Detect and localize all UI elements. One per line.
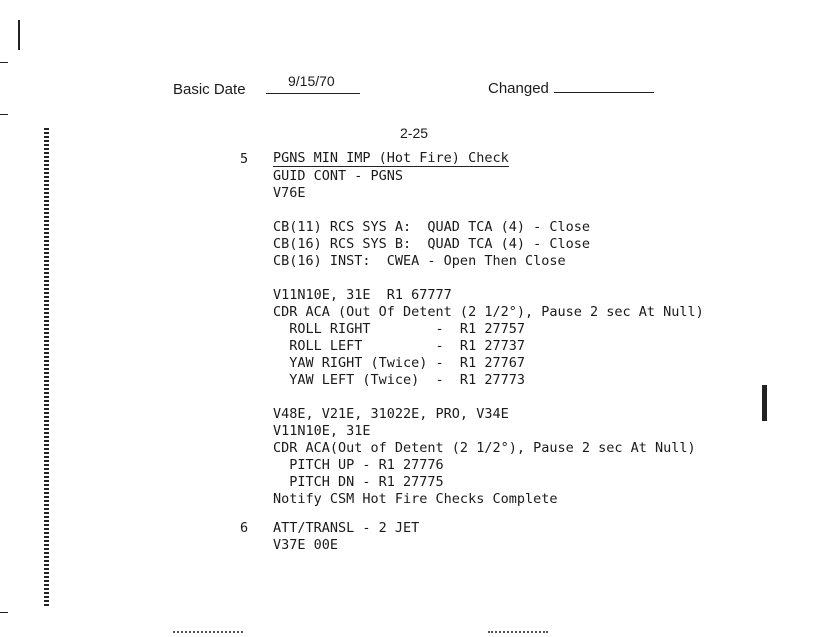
changed-line xyxy=(554,92,654,93)
step-number: 6 xyxy=(240,520,249,536)
margin-tick xyxy=(0,612,8,613)
step-line: CDR ACA (Out Of Detent (2 1/2°), Pause 2 sec At Null) xyxy=(273,304,704,320)
basic-date-line xyxy=(266,93,360,94)
step-title: PGNS MIN IMP (Hot Fire) Check xyxy=(273,150,509,166)
step-line: V11N10E, 31E R1 67777 xyxy=(273,287,452,303)
changed-label: Changed xyxy=(488,80,549,97)
margin-bar xyxy=(18,20,20,50)
step-line: ROLL LEFT - R1 27737 xyxy=(273,338,525,354)
step-line: YAW LEFT (Twice) - R1 27773 xyxy=(273,372,525,388)
step-line xyxy=(273,270,704,287)
step-line: CB(11) RCS SYS A: QUAD TCA (4) - Close xyxy=(273,219,590,235)
step-line xyxy=(273,202,704,219)
step-line: CB(16) RCS SYS B: QUAD TCA (4) - Close xyxy=(273,236,590,252)
step-line: ROLL RIGHT - R1 27757 xyxy=(273,321,525,337)
change-bar xyxy=(762,385,767,421)
step-line: PITCH UP - R1 27776 xyxy=(273,457,444,473)
step-line xyxy=(273,389,704,406)
step-line: GUID CONT - PGNS xyxy=(273,168,404,184)
step-line: PITCH DN - R1 27775 xyxy=(273,474,444,490)
step-line: V11N10E, 31E xyxy=(273,423,371,439)
step-line: V76E xyxy=(273,185,306,201)
footer-fragment xyxy=(488,631,548,637)
margin-tick xyxy=(0,114,8,115)
step-title: ATT/TRANSL - 2 JET xyxy=(273,520,420,536)
binding-edge xyxy=(44,128,49,606)
basic-date-label: Basic Date xyxy=(173,81,246,98)
step-line: CB(16) INST: CWEA - Open Then Close xyxy=(273,253,566,269)
step-body xyxy=(273,168,704,508)
step-line: V37E 00E xyxy=(273,537,339,553)
step-line: Notify CSM Hot Fire Checks Complete xyxy=(273,491,558,507)
margin-tick xyxy=(0,62,8,63)
step-number: 5 xyxy=(240,151,249,167)
footer-fragment xyxy=(173,631,243,637)
step-line: CDR ACA(Out of Detent (2 1/2°), Pause 2 sec At Null) xyxy=(273,440,696,456)
step-line: V48E, V21E, 31022E, PRO, V34E xyxy=(273,406,509,422)
page-number: 2-25 xyxy=(400,125,429,141)
step-line: YAW RIGHT (Twice) - R1 27767 xyxy=(273,355,525,371)
basic-date-value: 9/15/70 xyxy=(288,73,335,89)
